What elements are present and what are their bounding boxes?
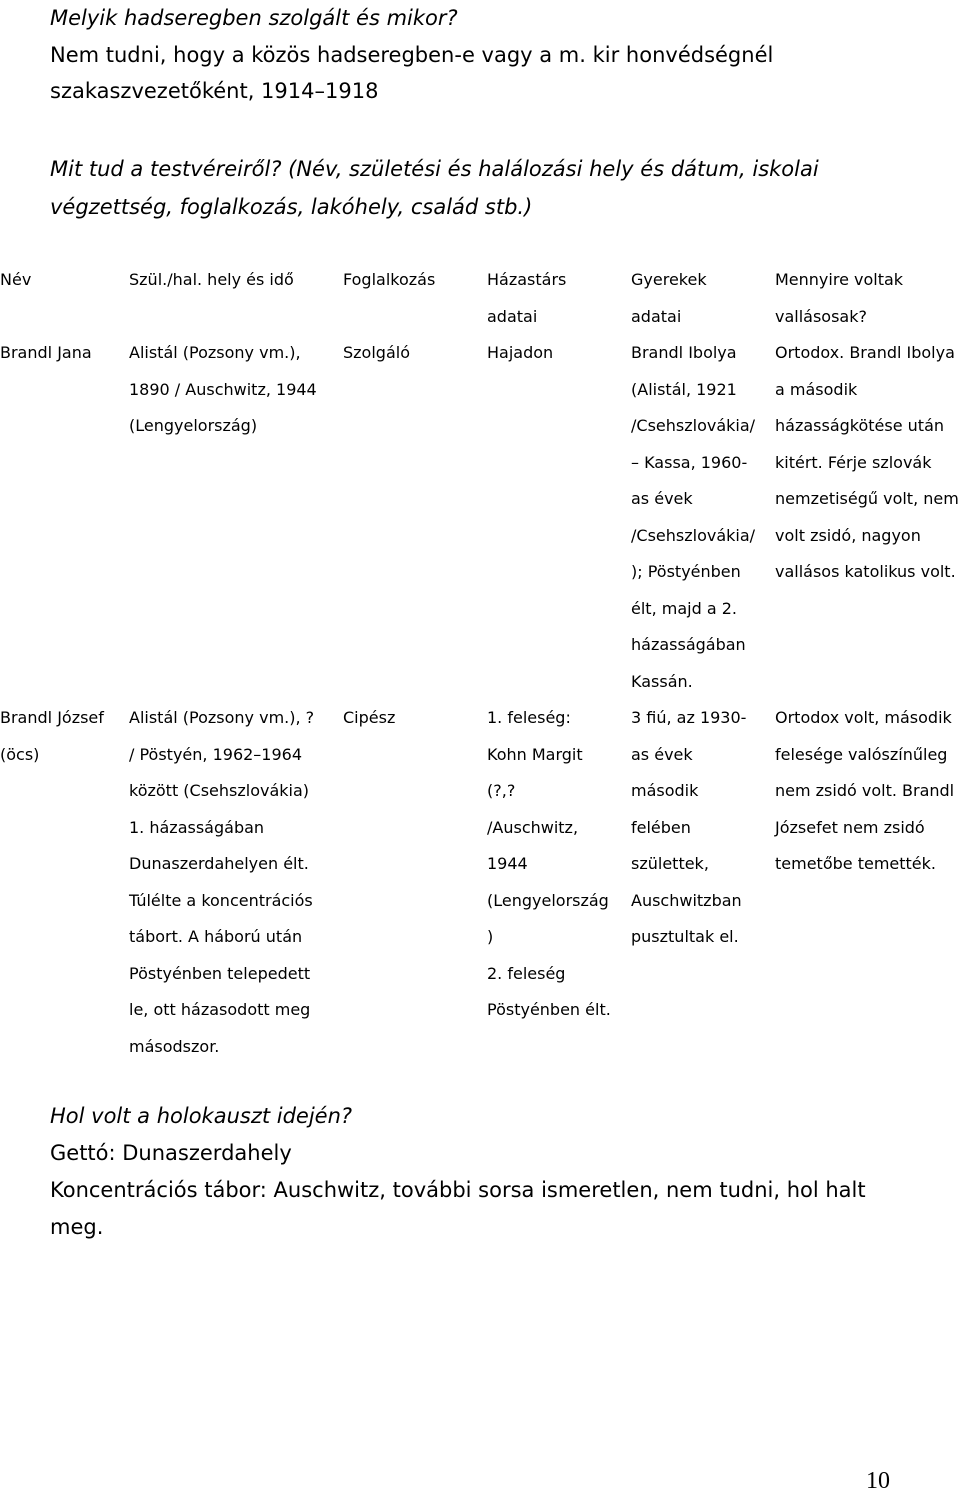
answer-line: Gettó: Dunaszerdahely [50, 1141, 292, 1165]
cell-text-line: temetőbe temették. [775, 854, 936, 873]
cell-text-line: adatai [487, 306, 538, 326]
cell-text-line: nemzetiségű volt, nem [775, 489, 959, 508]
cell-text-line: Túlélte a koncentrációs [129, 890, 313, 910]
header-name [0, 262, 125, 299]
cell-text-line: 2. feleség [487, 963, 566, 983]
cell-text-line: Szolgáló [343, 343, 410, 362]
cell-spouse [487, 335, 627, 372]
cell-text-line: – Kassa, 1960- [631, 452, 748, 472]
cell-text-line: 1. feleség: [487, 708, 571, 727]
cell-text-line: vallásosak? [775, 306, 867, 326]
cell-text-line: Brandl Ibolya [631, 343, 737, 362]
cell-text-line: Gyerekek [631, 270, 707, 289]
cell-text-line: Szül./hal. hely és idő [129, 270, 294, 289]
cell-text-line: Alistál (Pozsony vm.), ? [129, 708, 315, 727]
cell-text-line: / Pöstyén, 1962–1964 [129, 744, 303, 764]
cell-religiosity [775, 335, 960, 591]
cell-text-line: pusztultak el. [631, 927, 739, 946]
cell-text-line: Cipész [343, 708, 396, 727]
cell-text-line: születtek, [631, 854, 709, 873]
cell-text-line: Pöstyénben élt. [487, 1000, 611, 1019]
cell-text-line: Pöstyénben telepedett [129, 963, 311, 983]
cell-text-line: Józsefet nem zsidó [775, 817, 925, 837]
header-spouse [487, 262, 627, 335]
section-siblings [50, 150, 930, 226]
cell-text-line: a második [775, 379, 858, 399]
cell-text-line: nem zsidó volt. Brandl [775, 781, 955, 800]
cell-text-line: (Lengyelország [487, 890, 609, 910]
answer-line: meg. [50, 1215, 104, 1239]
cell-text-line: /Csehszlovákia/ [631, 525, 756, 545]
question-siblings-line: Mit tud a testvéreiről? (Név, születési és halálozási hely és dátum, iskolai [50, 157, 819, 181]
question-siblings-line: végzettség, foglalkozás, lakóhely, család stb.) [50, 195, 533, 219]
cell-text-line: Dunaszerdahelyen élt. [129, 854, 309, 873]
cell-birth-death [129, 700, 339, 1065]
cell-children [631, 700, 771, 956]
table-row [0, 700, 960, 1101]
cell-text-line: 3 fiú, az 1930- [631, 708, 747, 727]
cell-name [0, 700, 125, 773]
cell-text-line: ) [487, 927, 494, 946]
cell-religiosity [775, 700, 960, 883]
cell-text-line: (Lengyelország) [129, 416, 258, 435]
section-holocaust [50, 1098, 930, 1246]
cell-occupation [343, 700, 483, 737]
cell-text-line: ); Pöstyénben [631, 562, 741, 581]
header-birth-death [129, 262, 339, 299]
cell-children [631, 335, 771, 700]
cell-text-line: második [631, 781, 699, 800]
cell-birth-death [129, 335, 339, 445]
header-children [631, 262, 771, 335]
question-holocaust: Hol volt a holokauszt idején? [50, 1104, 353, 1128]
cell-text-line: as évek [631, 744, 693, 764]
cell-text-line: 1890 / Auschwitz, 1944 [129, 379, 317, 399]
cell-text-line: Auschwitzban [631, 890, 742, 910]
cell-text-line: kitért. Férje szlovák [775, 452, 932, 472]
cell-text-line: adatai [631, 306, 682, 326]
cell-name [0, 335, 125, 372]
question-army-service: Melyik hadseregben szolgált és mikor? [50, 6, 458, 30]
answer-line: szakaszvezetőként, 1914–1918 [50, 79, 379, 103]
cell-spouse [487, 700, 627, 1029]
page-number: 10 [866, 1468, 890, 1494]
cell-text-line: Foglalkozás [343, 270, 436, 289]
cell-text-line: (?,? [487, 781, 516, 800]
cell-text-line: Mennyire voltak [775, 270, 904, 289]
cell-occupation [343, 335, 483, 372]
cell-text-line: Ortodox. Brandl Ibolya [775, 343, 955, 362]
section-army-service [50, 0, 930, 110]
cell-text-line: vallásos katolikus volt. [775, 562, 956, 581]
cell-text-line: között (Csehszlovákia) [129, 781, 310, 800]
cell-text-line: Ortodox volt, második [775, 708, 952, 727]
cell-text-line: le, ott házasodott meg [129, 1000, 311, 1019]
cell-text-line: felében [631, 817, 691, 837]
cell-text-line: házasságában [631, 635, 746, 654]
cell-text-line: másodszor. [129, 1036, 220, 1056]
answer-line: Nem tudni, hogy a közös hadseregben-e vagy a m. kir honvédségnél [50, 42, 774, 67]
cell-text-line: 1944 [487, 854, 528, 873]
siblings-table [0, 262, 960, 1101]
cell-text-line: (Alistál, 1921 [631, 379, 737, 399]
cell-text-line: Kassán. [631, 671, 693, 691]
cell-text-line: élt, majd a 2. [631, 598, 737, 618]
cell-text-line: felesége valószínűleg [775, 744, 948, 764]
cell-text-line: Kohn Margit [487, 744, 583, 764]
cell-text-line: Brandl Jana [0, 343, 92, 362]
cell-text-line: (öcs) [0, 744, 40, 764]
cell-text-line: Alistál (Pozsony vm.), [129, 343, 301, 362]
table-header-row [0, 262, 960, 335]
cell-text-line: Hajadon [487, 343, 554, 362]
header-occupation [343, 262, 483, 299]
cell-text-line: tábort. A háború után [129, 927, 303, 946]
cell-text-line: Név [0, 270, 32, 289]
answer-line: Koncentrációs tábor: Auschwitz, további sorsa ismeretlen, nem tudni, hol halt [50, 1178, 866, 1202]
cell-text-line: /Csehszlovákia/ [631, 416, 756, 435]
cell-text-line: házasságkötése után [775, 416, 945, 435]
cell-text-line: as évek [631, 489, 693, 508]
cell-text-line: /Auschwitz, [487, 817, 579, 837]
header-religiosity [775, 262, 960, 335]
cell-text-line: Brandl József [0, 708, 104, 727]
cell-text-line: volt zsidó, nagyon [775, 525, 921, 545]
table-row [0, 335, 960, 700]
cell-text-line: Házastárs [487, 270, 567, 289]
cell-text-line: 1. házasságában [129, 817, 265, 837]
